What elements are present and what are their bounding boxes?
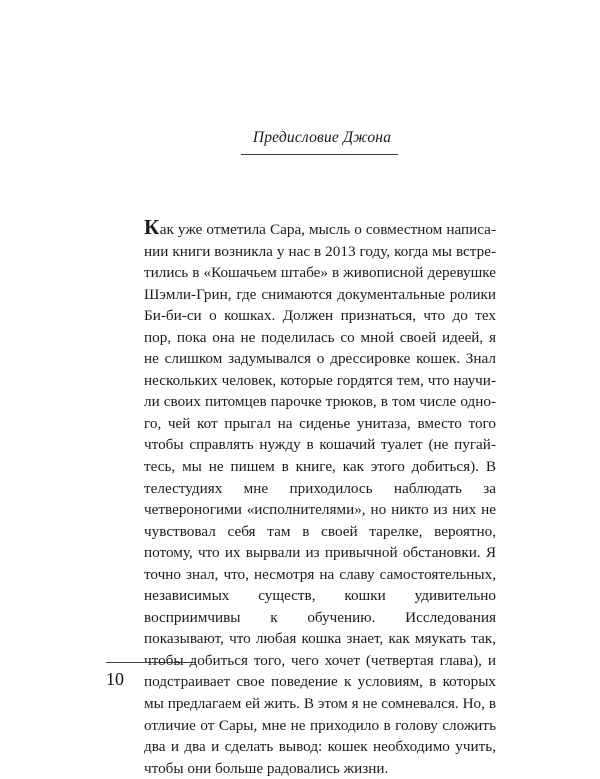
- title-underline: [241, 154, 398, 155]
- paragraph-text: ак уже отметила Сара, мысль о совместном написании книги возникла у нас в 2013 году, когда мы встретились в «Кошачьем штабе» в живописной деревушке Шэмли-Грин, где снимаются документальные ролики Би-би-си о кошках. Должен признаться, что до тех пор, пока она не поделилась со мной своей идеей, я не слишком задумывался о дрессировке кошек. Знал нескольких человек, которые гордятся тем, что научили своих питомцев парочке трюков, в том числе одного, чей кот прыгал на сиденье унитаза, вместо того чтобы справлять нужду в кошачий туалет (не пугайтесь, мы не пишем в книге, как этого добиться). В телестудиях мне приходилось наблюдать за четвероногими «исполнителями», но никто из них не чувствовал себя там в своей тарелке, вероятно, потому, что их вырвали из привычной обстановки. Я точно знал, что, несмотря на славу самостоятельных, независимых существ, кошки удивительно восприимчивы к обучению. Исследования показывают, что любая кошка знает, как мяукать так, чтобы добиться того, чего хочет (четвертая глава), и подстраивает свое поведение к условиям, в которых мы предлагаем ей жить. В этом я не сомневался. Но, в отличие от Сары, мне не приходило в голову сложить два и два и сделать вывод: кошек необходимо учить, чтобы они больше радовались жизни.: [144, 221, 496, 777]
- paragraph: [144, 215, 496, 779]
- body-text: [144, 215, 496, 779]
- footer-rule: [106, 662, 196, 663]
- drop-cap: К: [144, 215, 160, 239]
- chapter-title: Предисловие Джона: [252, 129, 392, 146]
- page-number: 10: [106, 669, 124, 689]
